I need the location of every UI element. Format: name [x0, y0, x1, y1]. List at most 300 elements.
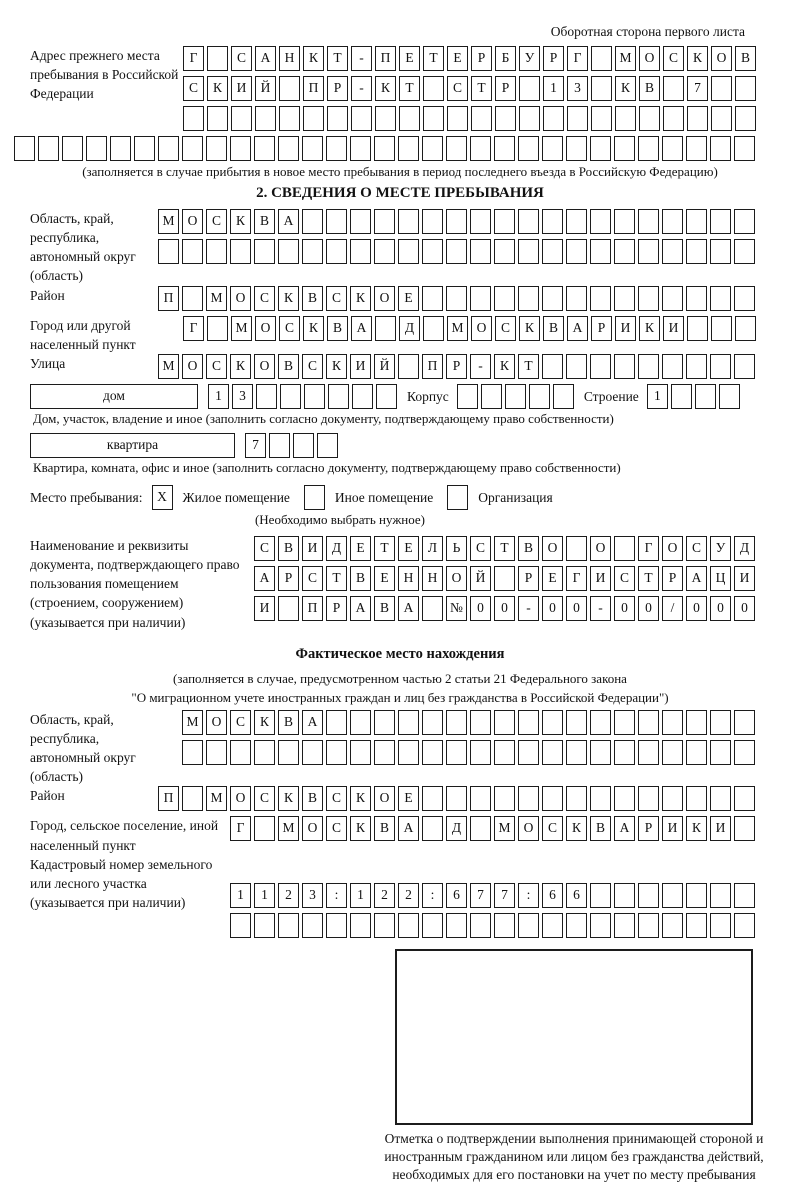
char-cell[interactable]: О	[471, 316, 492, 341]
char-cell[interactable]: С	[302, 566, 323, 591]
char-cell[interactable]	[398, 239, 419, 264]
char-cell[interactable]: Й	[255, 76, 276, 101]
char-cell[interactable]	[710, 710, 731, 735]
char-cell[interactable]: Е	[398, 286, 419, 311]
char-cell[interactable]: Р	[518, 566, 539, 591]
char-cell[interactable]: С	[302, 354, 323, 379]
char-cell[interactable]	[279, 106, 300, 131]
char-cell[interactable]	[470, 786, 491, 811]
char-cell[interactable]	[566, 710, 587, 735]
char-cell[interactable]	[687, 316, 708, 341]
char-cell[interactable]	[422, 740, 443, 765]
char-cell[interactable]	[399, 106, 420, 131]
char-cell[interactable]	[590, 710, 611, 735]
char-cell[interactable]	[422, 136, 443, 161]
char-cell[interactable]: С	[206, 354, 227, 379]
char-cell[interactable]	[590, 740, 611, 765]
char-cell[interactable]	[590, 786, 611, 811]
char-cell[interactable]	[590, 354, 611, 379]
char-cell[interactable]	[278, 740, 299, 765]
char-cell[interactable]	[183, 106, 204, 131]
char-cell[interactable]: Е	[350, 536, 371, 561]
char-cell[interactable]: Н	[398, 566, 419, 591]
char-cell[interactable]: О	[590, 536, 611, 561]
char-cell[interactable]	[62, 136, 83, 161]
char-cell[interactable]: Т	[494, 536, 515, 561]
char-cell[interactable]	[374, 209, 395, 234]
char-cell[interactable]: Е	[399, 46, 420, 71]
char-cell[interactable]: К	[326, 354, 347, 379]
char-cell[interactable]	[494, 136, 515, 161]
stay-type-checkbox-residential[interactable]: X	[152, 485, 173, 510]
char-cell[interactable]: К	[207, 76, 228, 101]
char-cell[interactable]: 1	[230, 883, 251, 908]
char-cell[interactable]	[710, 209, 731, 234]
char-cell[interactable]: 7	[494, 883, 515, 908]
char-cell[interactable]	[302, 740, 323, 765]
char-cell[interactable]	[350, 239, 371, 264]
char-cell[interactable]: Р	[278, 566, 299, 591]
char-cell[interactable]: А	[302, 710, 323, 735]
char-cell[interactable]: П	[422, 354, 443, 379]
char-cell[interactable]	[495, 106, 516, 131]
char-cell[interactable]: А	[255, 46, 276, 71]
char-cell[interactable]: В	[590, 816, 611, 841]
char-cell[interactable]: :	[518, 883, 539, 908]
char-cell[interactable]	[302, 136, 323, 161]
char-cell[interactable]	[542, 239, 563, 264]
char-cell[interactable]: О	[518, 816, 539, 841]
char-cell[interactable]	[686, 136, 707, 161]
char-cell[interactable]	[470, 209, 491, 234]
char-cell[interactable]: 3	[232, 384, 253, 409]
char-cell[interactable]: О	[711, 46, 732, 71]
char-cell[interactable]	[566, 354, 587, 379]
char-cell[interactable]: П	[158, 286, 179, 311]
char-cell[interactable]	[638, 354, 659, 379]
char-cell[interactable]: 2	[398, 883, 419, 908]
char-cell[interactable]	[471, 106, 492, 131]
char-cell[interactable]	[254, 136, 275, 161]
char-cell[interactable]	[134, 136, 155, 161]
char-cell[interactable]: 6	[566, 883, 587, 908]
char-cell[interactable]: И	[231, 76, 252, 101]
char-cell[interactable]	[423, 76, 444, 101]
char-cell[interactable]	[734, 913, 755, 938]
char-cell[interactable]	[711, 106, 732, 131]
char-cell[interactable]: 1	[350, 883, 371, 908]
char-cell[interactable]	[711, 76, 732, 101]
char-cell[interactable]	[207, 46, 228, 71]
char-cell[interactable]	[518, 136, 539, 161]
char-cell[interactable]	[278, 136, 299, 161]
char-cell[interactable]	[662, 354, 683, 379]
char-cell[interactable]	[14, 136, 35, 161]
char-cell[interactable]	[376, 384, 397, 409]
char-cell[interactable]	[326, 209, 347, 234]
char-cell[interactable]	[446, 786, 467, 811]
char-cell[interactable]	[446, 209, 467, 234]
char-cell[interactable]	[614, 786, 635, 811]
char-cell[interactable]: А	[254, 566, 275, 591]
char-cell[interactable]	[350, 136, 371, 161]
char-cell[interactable]: /	[662, 596, 683, 621]
char-cell[interactable]: 0	[470, 596, 491, 621]
char-cell[interactable]	[567, 106, 588, 131]
char-cell[interactable]: 2	[374, 883, 395, 908]
char-cell[interactable]	[350, 209, 371, 234]
char-cell[interactable]: Т	[326, 566, 347, 591]
char-cell[interactable]	[350, 710, 371, 735]
char-cell[interactable]	[662, 913, 683, 938]
char-cell[interactable]: И	[734, 566, 755, 591]
char-cell[interactable]	[110, 136, 131, 161]
char-cell[interactable]	[590, 209, 611, 234]
char-cell[interactable]	[293, 433, 314, 458]
char-cell[interactable]	[326, 239, 347, 264]
char-cell[interactable]: В	[278, 536, 299, 561]
char-cell[interactable]	[422, 816, 443, 841]
char-cell[interactable]: 3	[302, 883, 323, 908]
char-cell[interactable]	[615, 106, 636, 131]
char-cell[interactable]	[470, 816, 491, 841]
char-cell[interactable]: К	[278, 786, 299, 811]
char-cell[interactable]	[542, 913, 563, 938]
char-cell[interactable]: Р	[662, 566, 683, 591]
char-cell[interactable]: И	[590, 566, 611, 591]
char-cell[interactable]: С	[206, 209, 227, 234]
char-cell[interactable]	[328, 384, 349, 409]
char-cell[interactable]: С	[230, 710, 251, 735]
char-cell[interactable]: А	[350, 596, 371, 621]
char-cell[interactable]	[518, 209, 539, 234]
char-cell[interactable]: С	[326, 786, 347, 811]
char-cell[interactable]	[317, 433, 338, 458]
char-cell[interactable]: О	[182, 209, 203, 234]
char-cell[interactable]: О	[182, 354, 203, 379]
char-cell[interactable]	[566, 136, 587, 161]
char-cell[interactable]: У	[710, 536, 731, 561]
char-cell[interactable]	[734, 136, 755, 161]
char-cell[interactable]: М	[231, 316, 252, 341]
char-cell[interactable]	[374, 710, 395, 735]
char-cell[interactable]: Г	[230, 816, 251, 841]
char-cell[interactable]	[255, 106, 276, 131]
char-cell[interactable]: 7	[470, 883, 491, 908]
char-cell[interactable]	[302, 913, 323, 938]
char-cell[interactable]	[256, 384, 277, 409]
char-cell[interactable]	[734, 286, 755, 311]
char-cell[interactable]	[446, 913, 467, 938]
char-cell[interactable]	[566, 536, 587, 561]
char-cell[interactable]: К	[350, 786, 371, 811]
char-cell[interactable]	[350, 740, 371, 765]
char-cell[interactable]: 1	[254, 883, 275, 908]
char-cell[interactable]	[662, 209, 683, 234]
char-cell[interactable]	[446, 136, 467, 161]
char-cell[interactable]: М	[278, 816, 299, 841]
char-cell[interactable]	[231, 106, 252, 131]
char-cell[interactable]	[326, 913, 347, 938]
char-cell[interactable]: В	[518, 536, 539, 561]
char-cell[interactable]: Е	[542, 566, 563, 591]
char-cell[interactable]	[446, 740, 467, 765]
char-cell[interactable]: Ь	[446, 536, 467, 561]
char-cell[interactable]: О	[639, 46, 660, 71]
char-cell[interactable]	[542, 136, 563, 161]
char-cell[interactable]	[614, 286, 635, 311]
char-cell[interactable]: С	[183, 76, 204, 101]
char-cell[interactable]	[207, 316, 228, 341]
char-cell[interactable]: Т	[423, 46, 444, 71]
char-cell[interactable]	[590, 239, 611, 264]
char-cell[interactable]: 1	[647, 384, 668, 409]
char-cell[interactable]	[735, 106, 756, 131]
char-cell[interactable]	[457, 384, 478, 409]
char-cell[interactable]	[422, 286, 443, 311]
char-cell[interactable]	[422, 209, 443, 234]
char-cell[interactable]: С	[495, 316, 516, 341]
char-cell[interactable]	[279, 76, 300, 101]
char-cell[interactable]: Т	[327, 46, 348, 71]
char-cell[interactable]: К	[254, 710, 275, 735]
char-cell[interactable]	[182, 740, 203, 765]
char-cell[interactable]: О	[374, 286, 395, 311]
char-cell[interactable]	[734, 354, 755, 379]
apartment-type-box[interactable]: квартира	[30, 433, 235, 458]
char-cell[interactable]: О	[206, 710, 227, 735]
char-cell[interactable]	[374, 740, 395, 765]
char-cell[interactable]	[422, 239, 443, 264]
char-cell[interactable]	[710, 286, 731, 311]
char-cell[interactable]: С	[470, 536, 491, 561]
char-cell[interactable]: М	[447, 316, 468, 341]
char-cell[interactable]	[662, 740, 683, 765]
char-cell[interactable]: :	[326, 883, 347, 908]
char-cell[interactable]: С	[447, 76, 468, 101]
char-cell[interactable]	[518, 286, 539, 311]
char-cell[interactable]: М	[494, 816, 515, 841]
char-cell[interactable]: -	[470, 354, 491, 379]
char-cell[interactable]	[614, 883, 635, 908]
char-cell[interactable]	[695, 384, 716, 409]
char-cell[interactable]: В	[735, 46, 756, 71]
char-cell[interactable]: Г	[183, 46, 204, 71]
char-cell[interactable]	[447, 106, 468, 131]
char-cell[interactable]	[662, 710, 683, 735]
char-cell[interactable]	[280, 384, 301, 409]
char-cell[interactable]: Д	[399, 316, 420, 341]
char-cell[interactable]: -	[351, 46, 372, 71]
char-cell[interactable]: 6	[542, 883, 563, 908]
char-cell[interactable]	[398, 710, 419, 735]
char-cell[interactable]	[662, 286, 683, 311]
char-cell[interactable]: К	[303, 46, 324, 71]
char-cell[interactable]	[614, 740, 635, 765]
char-cell[interactable]: 3	[567, 76, 588, 101]
char-cell[interactable]: В	[302, 286, 323, 311]
char-cell[interactable]	[494, 209, 515, 234]
char-cell[interactable]	[352, 384, 373, 409]
char-cell[interactable]	[639, 106, 660, 131]
char-cell[interactable]: У	[519, 46, 540, 71]
char-cell[interactable]: А	[351, 316, 372, 341]
char-cell[interactable]: С	[542, 816, 563, 841]
char-cell[interactable]	[566, 239, 587, 264]
char-cell[interactable]	[254, 913, 275, 938]
char-cell[interactable]: Е	[447, 46, 468, 71]
char-cell[interactable]	[374, 136, 395, 161]
char-cell[interactable]: И	[254, 596, 275, 621]
char-cell[interactable]	[590, 883, 611, 908]
char-cell[interactable]	[518, 913, 539, 938]
char-cell[interactable]	[614, 710, 635, 735]
char-cell[interactable]	[206, 239, 227, 264]
char-cell[interactable]	[686, 710, 707, 735]
char-cell[interactable]: М	[206, 286, 227, 311]
char-cell[interactable]	[734, 239, 755, 264]
char-cell[interactable]	[230, 913, 251, 938]
char-cell[interactable]	[494, 239, 515, 264]
char-cell[interactable]	[269, 433, 290, 458]
char-cell[interactable]: А	[567, 316, 588, 341]
char-cell[interactable]: Н	[279, 46, 300, 71]
char-cell[interactable]: 1	[208, 384, 229, 409]
char-cell[interactable]	[638, 740, 659, 765]
char-cell[interactable]	[446, 710, 467, 735]
char-cell[interactable]: С	[231, 46, 252, 71]
char-cell[interactable]	[326, 710, 347, 735]
char-cell[interactable]	[734, 816, 755, 841]
char-cell[interactable]: Д	[326, 536, 347, 561]
char-cell[interactable]: Й	[374, 354, 395, 379]
char-cell[interactable]: С	[326, 816, 347, 841]
char-cell[interactable]	[671, 384, 692, 409]
char-cell[interactable]: -	[351, 76, 372, 101]
char-cell[interactable]	[470, 286, 491, 311]
char-cell[interactable]	[374, 239, 395, 264]
char-cell[interactable]: И	[302, 536, 323, 561]
char-cell[interactable]: И	[350, 354, 371, 379]
char-cell[interactable]	[614, 136, 635, 161]
char-cell[interactable]	[518, 239, 539, 264]
char-cell[interactable]	[614, 209, 635, 234]
char-cell[interactable]: Г	[183, 316, 204, 341]
char-cell[interactable]: Д	[446, 816, 467, 841]
char-cell[interactable]	[614, 536, 635, 561]
char-cell[interactable]	[638, 913, 659, 938]
char-cell[interactable]	[86, 136, 107, 161]
char-cell[interactable]: К	[519, 316, 540, 341]
char-cell[interactable]	[542, 286, 563, 311]
char-cell[interactable]: О	[230, 286, 251, 311]
char-cell[interactable]	[686, 883, 707, 908]
char-cell[interactable]: Д	[734, 536, 755, 561]
char-cell[interactable]: И	[663, 316, 684, 341]
char-cell[interactable]	[590, 136, 611, 161]
char-cell[interactable]	[710, 740, 731, 765]
char-cell[interactable]: М	[158, 209, 179, 234]
char-cell[interactable]	[422, 913, 443, 938]
char-cell[interactable]: В	[374, 816, 395, 841]
char-cell[interactable]	[375, 106, 396, 131]
char-cell[interactable]	[254, 740, 275, 765]
char-cell[interactable]	[230, 136, 251, 161]
char-cell[interactable]	[710, 354, 731, 379]
char-cell[interactable]	[182, 286, 203, 311]
char-cell[interactable]	[734, 786, 755, 811]
char-cell[interactable]: Р	[471, 46, 492, 71]
char-cell[interactable]: Й	[470, 566, 491, 591]
char-cell[interactable]	[591, 106, 612, 131]
char-cell[interactable]	[398, 913, 419, 938]
char-cell[interactable]	[710, 239, 731, 264]
char-cell[interactable]: 6	[446, 883, 467, 908]
char-cell[interactable]	[158, 136, 179, 161]
char-cell[interactable]	[662, 786, 683, 811]
char-cell[interactable]: П	[375, 46, 396, 71]
char-cell[interactable]: В	[254, 209, 275, 234]
char-cell[interactable]	[566, 209, 587, 234]
char-cell[interactable]: О	[446, 566, 467, 591]
char-cell[interactable]: 0	[638, 596, 659, 621]
char-cell[interactable]: В	[278, 710, 299, 735]
char-cell[interactable]: О	[255, 316, 276, 341]
char-cell[interactable]	[686, 740, 707, 765]
char-cell[interactable]: Ц	[710, 566, 731, 591]
char-cell[interactable]: 0	[734, 596, 755, 621]
house-type-box[interactable]: дом	[30, 384, 198, 409]
char-cell[interactable]: №	[446, 596, 467, 621]
char-cell[interactable]: А	[278, 209, 299, 234]
char-cell[interactable]	[494, 286, 515, 311]
char-cell[interactable]: П	[302, 596, 323, 621]
char-cell[interactable]	[494, 710, 515, 735]
char-cell[interactable]	[734, 710, 755, 735]
char-cell[interactable]: К	[566, 816, 587, 841]
char-cell[interactable]	[494, 740, 515, 765]
char-cell[interactable]	[446, 239, 467, 264]
char-cell[interactable]: К	[350, 816, 371, 841]
char-cell[interactable]	[519, 106, 540, 131]
char-cell[interactable]: И	[710, 816, 731, 841]
char-cell[interactable]	[566, 740, 587, 765]
char-cell[interactable]	[423, 106, 444, 131]
char-cell[interactable]: 0	[494, 596, 515, 621]
char-cell[interactable]	[662, 883, 683, 908]
char-cell[interactable]	[254, 239, 275, 264]
char-cell[interactable]	[638, 786, 659, 811]
char-cell[interactable]	[518, 710, 539, 735]
char-cell[interactable]	[663, 106, 684, 131]
char-cell[interactable]: :	[422, 883, 443, 908]
char-cell[interactable]: С	[254, 536, 275, 561]
char-cell[interactable]	[422, 710, 443, 735]
char-cell[interactable]: К	[494, 354, 515, 379]
char-cell[interactable]	[422, 786, 443, 811]
char-cell[interactable]: А	[614, 816, 635, 841]
char-cell[interactable]: М	[206, 786, 227, 811]
char-cell[interactable]: 0	[686, 596, 707, 621]
char-cell[interactable]: В	[327, 316, 348, 341]
char-cell[interactable]: Р	[327, 76, 348, 101]
char-cell[interactable]	[326, 740, 347, 765]
char-cell[interactable]: 0	[614, 596, 635, 621]
char-cell[interactable]	[470, 740, 491, 765]
char-cell[interactable]	[638, 239, 659, 264]
char-cell[interactable]	[663, 76, 684, 101]
char-cell[interactable]: 1	[543, 76, 564, 101]
